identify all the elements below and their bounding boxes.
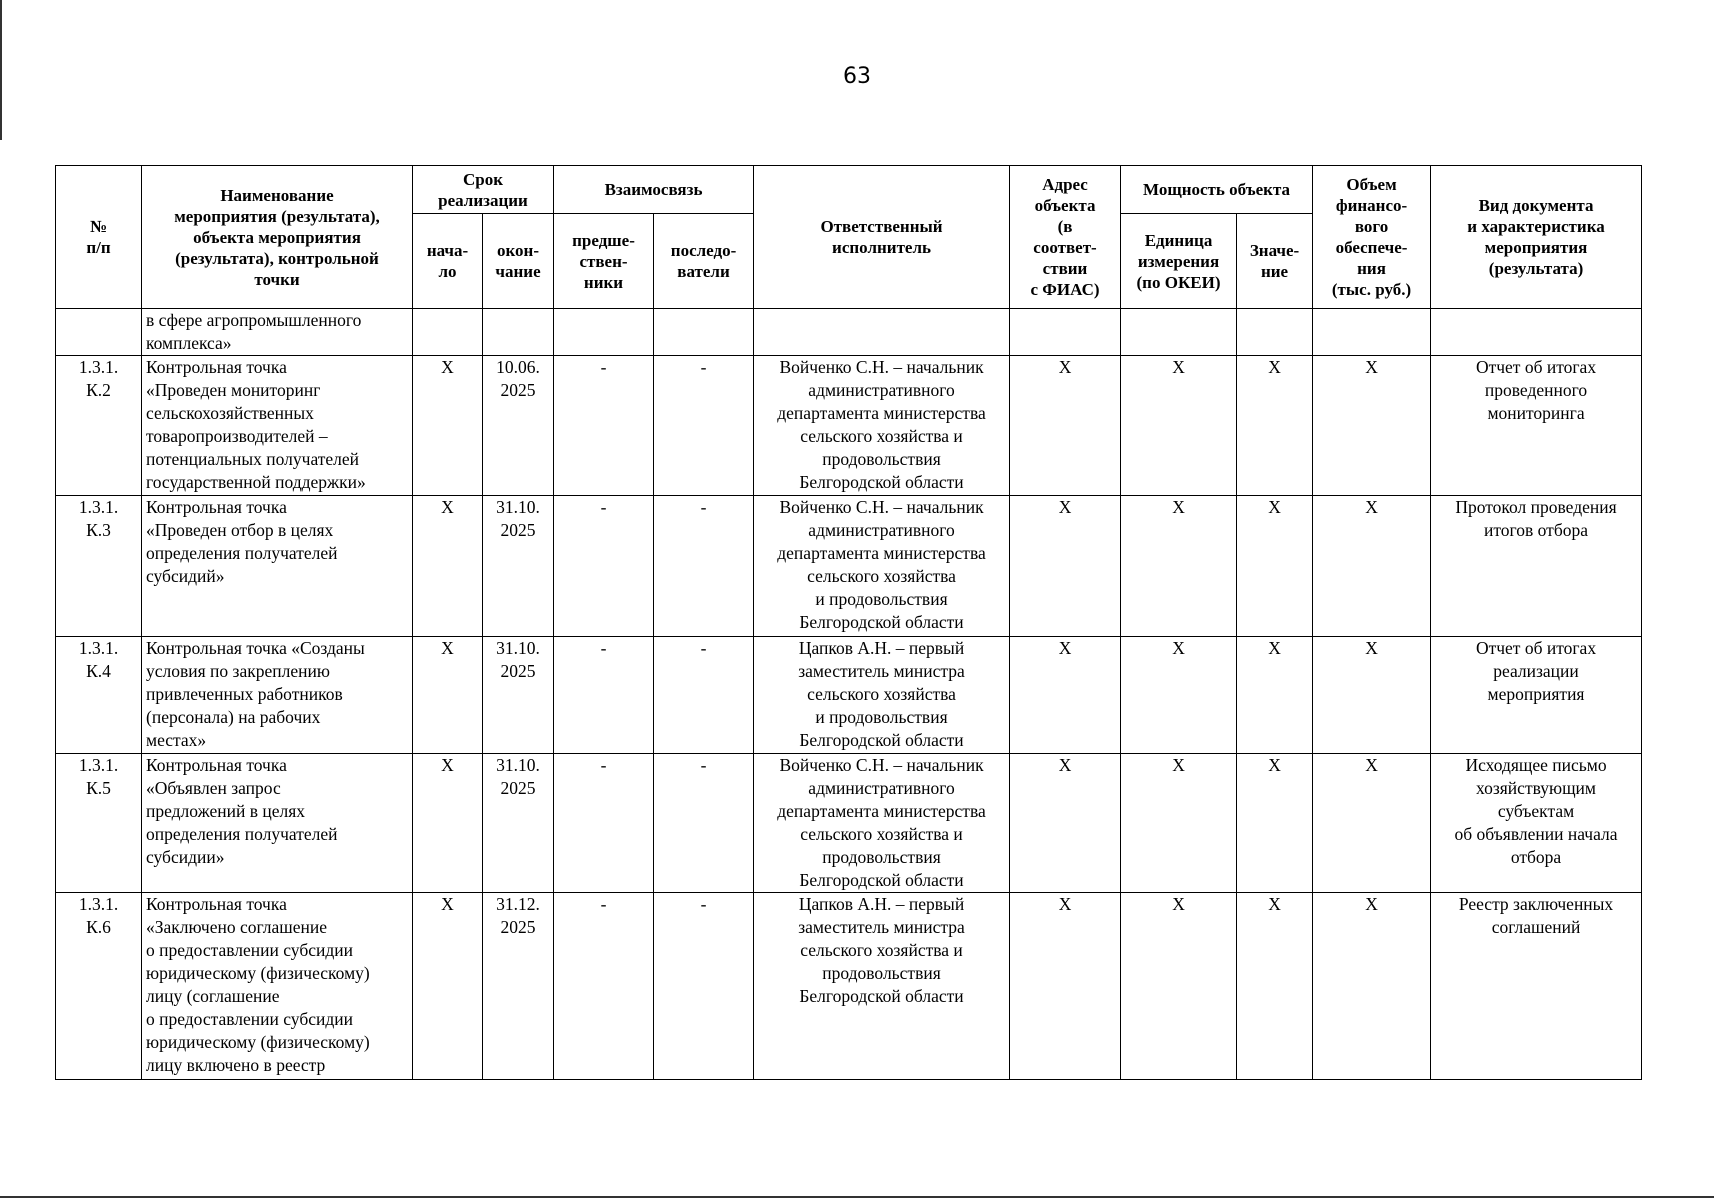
table-row <box>56 637 1642 754</box>
cell-value: X <box>1237 754 1313 893</box>
cell-funding: X <box>1313 754 1431 893</box>
cell-start: X <box>413 893 483 1080</box>
cell-succ <box>654 309 754 356</box>
header-link-succ: последо- ватели <box>654 214 754 309</box>
cell-address: X <box>1010 754 1121 893</box>
header-num: № п/п <box>56 166 142 309</box>
continuation-row <box>56 309 1642 356</box>
scan-edge-bottom <box>0 1196 1714 1198</box>
cell-start: X <box>413 754 483 893</box>
header-address: Адрес объекта (в соответ- ствии с ФИАС) <box>1010 166 1121 309</box>
cell-pred <box>554 309 654 356</box>
cell-address: X <box>1010 356 1121 496</box>
plan-table <box>55 165 1642 1080</box>
header-capacity-unit: Единица измерения (по ОКЕИ) <box>1121 214 1237 309</box>
cell-address: X <box>1010 893 1121 1080</box>
cell-num: 1.3.1. К.4 <box>56 637 142 754</box>
cell-succ: - <box>654 754 754 893</box>
cell-value <box>1237 309 1313 356</box>
header-capacity-value: Значе- ние <box>1237 214 1313 309</box>
cell-doc: Реестр заключенных соглашений <box>1431 893 1642 1080</box>
cell-unit: X <box>1121 637 1237 754</box>
cell-doc <box>1431 309 1642 356</box>
cell-doc: Исходящее письмо хозяйствующим субъектам об объявлении начала отбора <box>1431 754 1642 893</box>
header-link: Взаимосвязь <box>554 166 754 214</box>
cell-pred: - <box>554 637 654 754</box>
header-capacity: Мощность объекта <box>1121 166 1313 214</box>
cell-succ: - <box>654 637 754 754</box>
header-term: Срок реализации <box>413 166 554 214</box>
cell-executor <box>754 309 1010 356</box>
header-doc-type: Вид документа и характеристика мероприятия (результата) <box>1431 166 1642 309</box>
cell-name: Контрольная точка «Проведен отбор в целях определения получателей субсидий» <box>142 496 413 637</box>
cell-doc: Отчет об итогах проведенного мониторинга <box>1431 356 1642 496</box>
cell-num: 1.3.1. К.3 <box>56 496 142 637</box>
header-term-start: нача- ло <box>413 214 483 309</box>
cell-unit: X <box>1121 356 1237 496</box>
cell-pred: - <box>554 356 654 496</box>
cell-executor: Войченко С.Н. – начальник административного департамента министерства сельского хозяйства и продовольствия Белгородской области <box>754 496 1010 637</box>
cell-value: X <box>1237 356 1313 496</box>
cell-num <box>56 309 142 356</box>
cell-start <box>413 309 483 356</box>
cell-num: 1.3.1. К.2 <box>56 356 142 496</box>
cell-pred: - <box>554 893 654 1080</box>
cell-unit <box>1121 309 1237 356</box>
header-executor: Ответственный исполнитель <box>754 166 1010 309</box>
cell-name: в сфере агропромышленного комплекса» <box>142 309 413 356</box>
cell-doc: Отчет об итогах реализации мероприятия <box>1431 637 1642 754</box>
page-number: 63 <box>843 64 871 89</box>
cell-name: Контрольная точка «Объявлен запрос предложений в целях определения получателей субсидии» <box>142 754 413 893</box>
cell-executor: Войченко С.Н. – начальник административного департамента министерства сельского хозяйства и продовольствия Белгородской области <box>754 754 1010 893</box>
cell-end: 10.06. 2025 <box>483 356 554 496</box>
cell-value: X <box>1237 637 1313 754</box>
cell-funding: X <box>1313 637 1431 754</box>
cell-end: 31.10. 2025 <box>483 496 554 637</box>
cell-funding <box>1313 309 1431 356</box>
cell-pred: - <box>554 754 654 893</box>
cell-unit: X <box>1121 893 1237 1080</box>
table-row <box>56 356 1642 496</box>
cell-start: X <box>413 496 483 637</box>
cell-funding: X <box>1313 893 1431 1080</box>
cell-value: X <box>1237 496 1313 637</box>
cell-address <box>1010 309 1121 356</box>
cell-succ: - <box>654 893 754 1080</box>
cell-funding: X <box>1313 496 1431 637</box>
cell-end <box>483 309 554 356</box>
cell-succ: - <box>654 356 754 496</box>
cell-unit: X <box>1121 496 1237 637</box>
header-name: Наименование мероприятия (результата), объекта мероприятия (результата), контрольной точки <box>142 166 413 309</box>
cell-value: X <box>1237 893 1313 1080</box>
cell-num: 1.3.1. К.5 <box>56 754 142 893</box>
cell-executor: Цапков А.Н. – первый заместитель министра сельского хозяйства и продовольствия Белгородской области <box>754 893 1010 1080</box>
cell-executor: Войченко С.Н. – начальник административного департамента министерства сельского хозяйства и продовольствия Белгородской области <box>754 356 1010 496</box>
cell-executor: Цапков А.Н. – первый заместитель министра сельского хозяйства и продовольствия Белгородской области <box>754 637 1010 754</box>
header-funding: Объем финансо- вого обеспече- ния (тыс. руб.) <box>1313 166 1431 309</box>
cell-start: X <box>413 356 483 496</box>
table-row <box>56 496 1642 637</box>
table-row <box>56 893 1642 1080</box>
cell-end: 31.10. 2025 <box>483 754 554 893</box>
cell-address: X <box>1010 637 1121 754</box>
cell-end: 31.12. 2025 <box>483 893 554 1080</box>
table-row <box>56 754 1642 893</box>
header-term-end: окон- чание <box>483 214 554 309</box>
cell-name: Контрольная точка «Проведен мониторинг сельскохозяйственных товаропроизводителей – потенциальных получателей государственной поддержки» <box>142 356 413 496</box>
cell-succ: - <box>654 496 754 637</box>
header-link-pred: предше- ствен- ники <box>554 214 654 309</box>
cell-pred: - <box>554 496 654 637</box>
cell-num: 1.3.1. К.6 <box>56 893 142 1080</box>
cell-name: Контрольная точка «Созданы условия по закреплению привлеченных работников (персонала) на рабочих местах» <box>142 637 413 754</box>
cell-start: X <box>413 637 483 754</box>
cell-end: 31.10. 2025 <box>483 637 554 754</box>
cell-doc: Протокол проведения итогов отбора <box>1431 496 1642 637</box>
cell-address: X <box>1010 496 1121 637</box>
cell-funding: X <box>1313 356 1431 496</box>
cell-unit: X <box>1121 754 1237 893</box>
cell-name: Контрольная точка «Заключено соглашение о предоставлении субсидии юридическому (физическому) лицу (соглашение о предоставлении субсидии юридическому (физическому) лицу включено в реестр <box>142 893 413 1080</box>
